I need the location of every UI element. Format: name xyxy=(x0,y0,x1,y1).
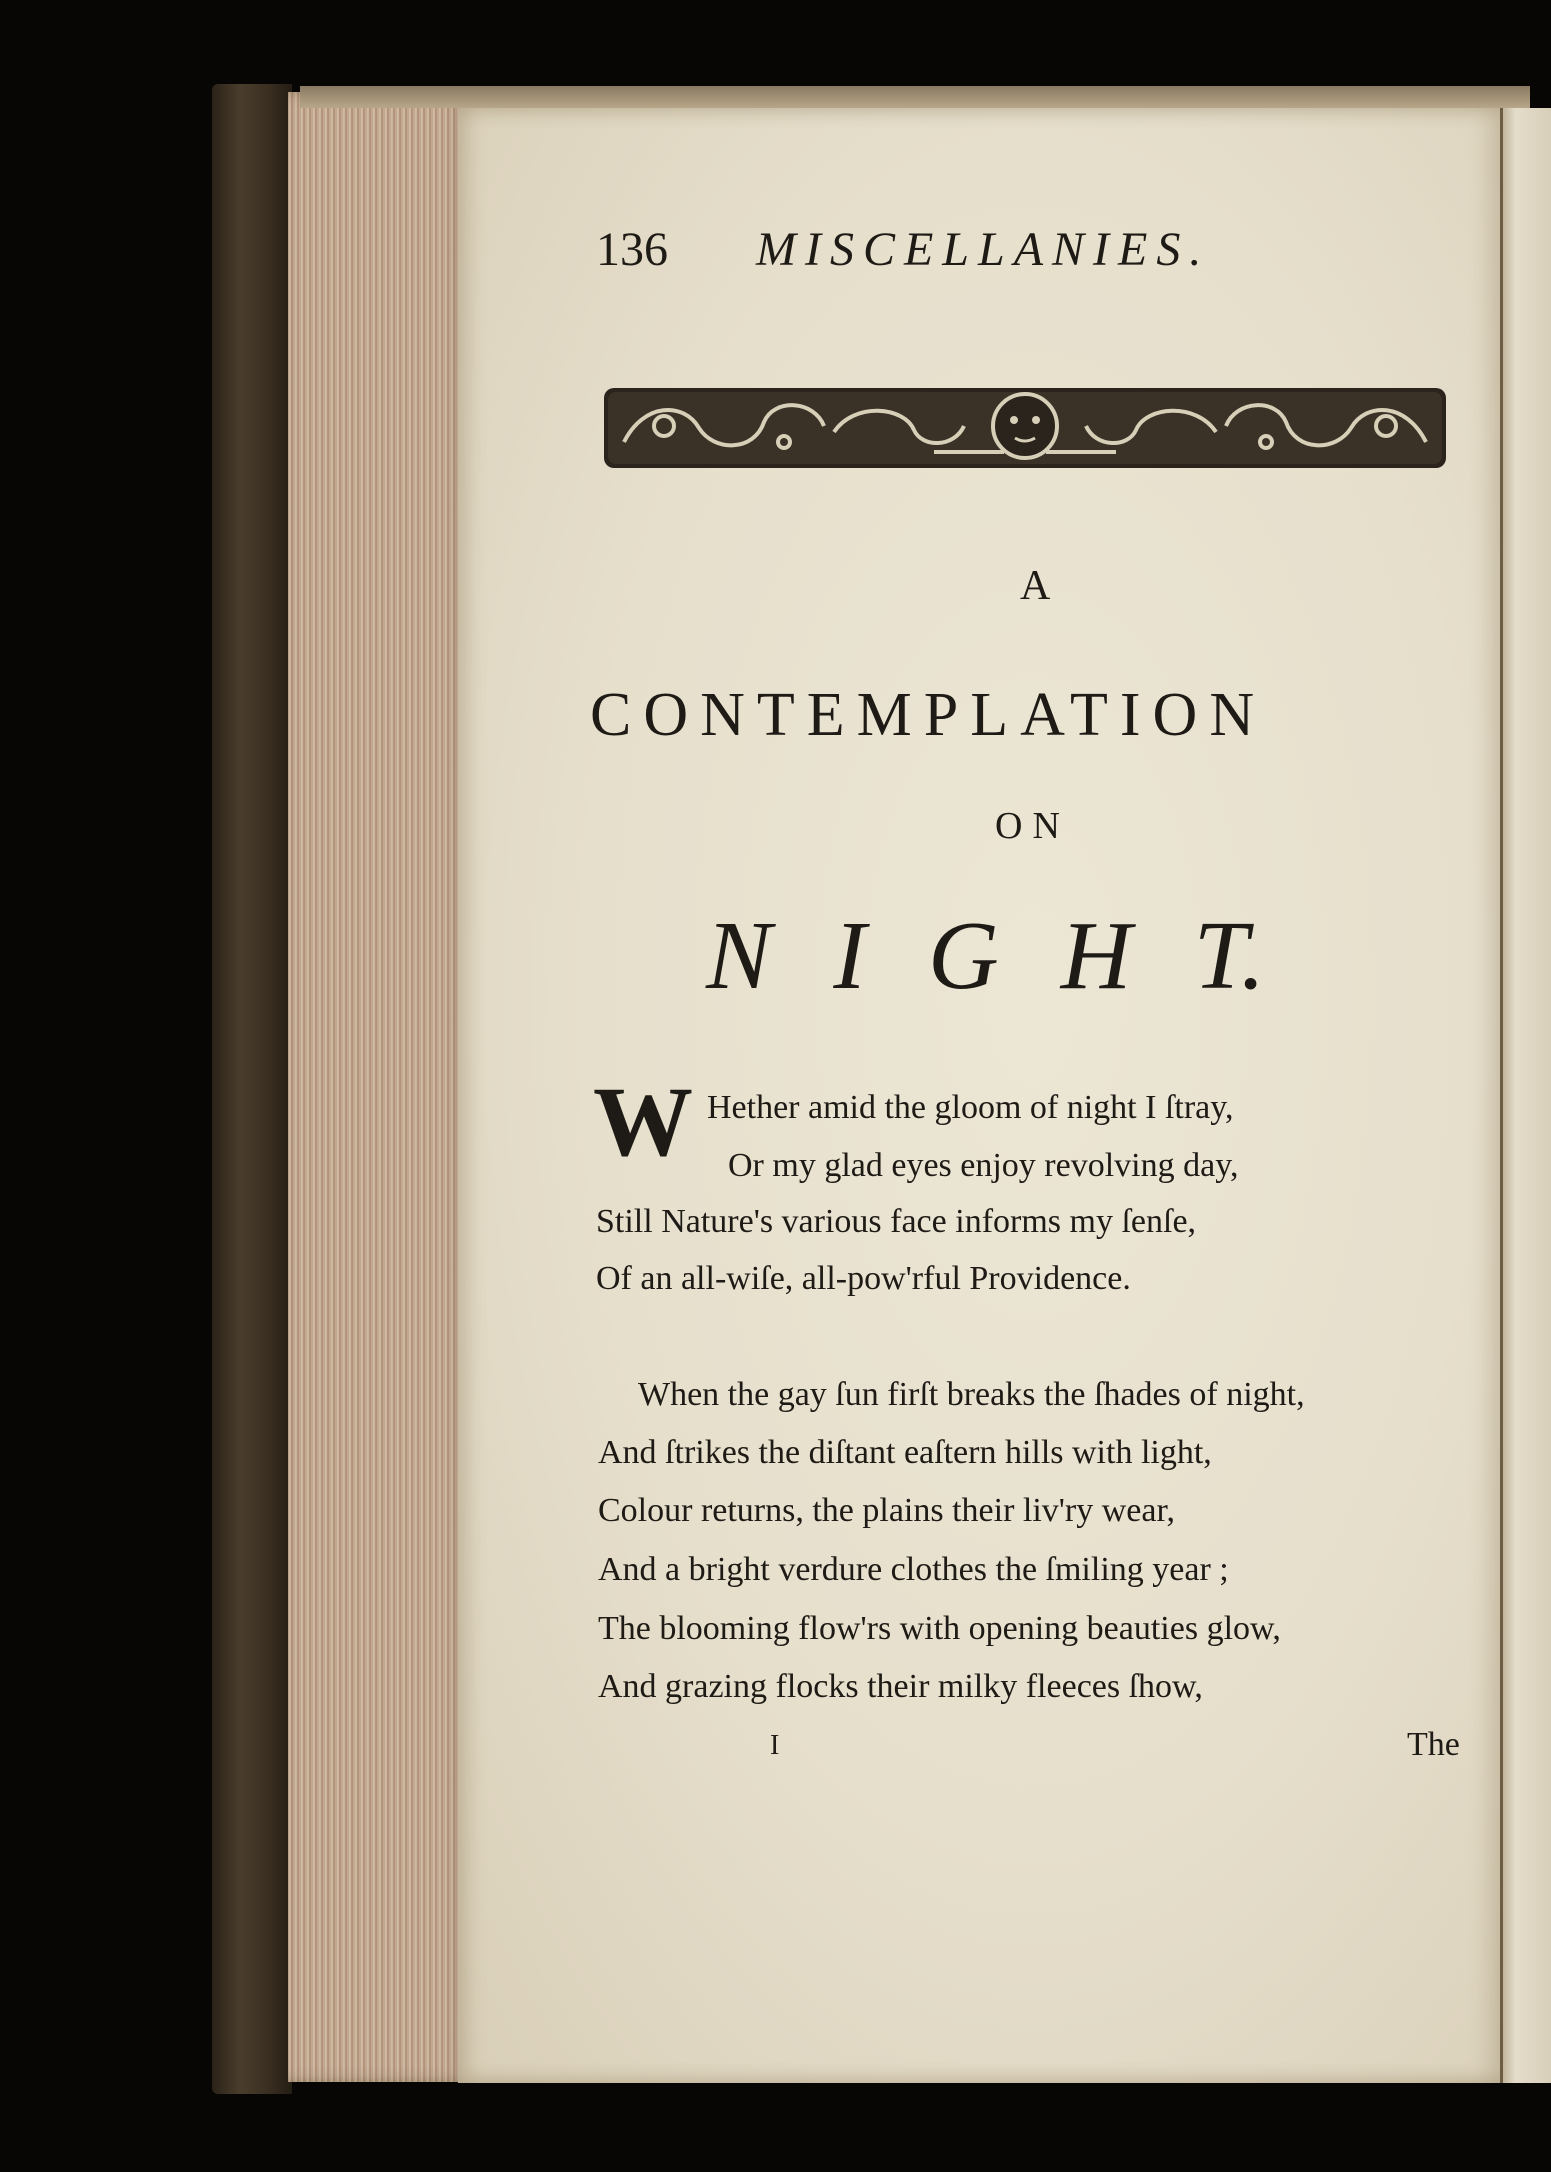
poem-line: And a bright verdure clothes the ſmiling year ; xyxy=(598,1551,1229,1588)
signature-mark: I xyxy=(770,1730,780,1761)
title-preposition: ON xyxy=(995,805,1070,847)
poem-line: And ſtrikes the diſtant eaſtern hills with light, xyxy=(598,1434,1212,1471)
title-night xyxy=(706,900,1265,1012)
title-main: CONTEMPLATION xyxy=(590,681,1267,749)
poem-line: The blooming flow'rs with opening beauties glow, xyxy=(598,1610,1281,1647)
title-article: A xyxy=(1020,563,1051,609)
poem-line: Of an all-wiſe, all-pow'rful Providence. xyxy=(596,1260,1131,1297)
page-edges xyxy=(288,92,468,2082)
poem-line: And grazing flocks their milky fleeces ſhow, xyxy=(598,1668,1203,1705)
page-number: 136 xyxy=(596,223,668,276)
poem-line: Colour returns, the plains their liv'ry wear, xyxy=(598,1492,1175,1529)
running-title: MISCELLANIES. xyxy=(756,223,1211,276)
poem-line: Still Nature's various face informs my ſenſe, xyxy=(596,1203,1197,1240)
book-spine xyxy=(212,84,292,2094)
poem-line: Hether amid the gloom of night I ſtray, xyxy=(707,1089,1234,1126)
title-letter: H xyxy=(1060,902,1132,1010)
poem-line: When the gay ſun firſt breaks the ſhades of night, xyxy=(638,1376,1305,1413)
poem-line: Or my glad eyes enjoy revolving day, xyxy=(728,1147,1239,1184)
page-top-edges xyxy=(300,86,1530,108)
title-letter: T. xyxy=(1193,902,1266,1010)
facing-page-edge xyxy=(1500,108,1551,2083)
title-letter: I xyxy=(833,902,867,1010)
drop-cap: W xyxy=(593,1066,693,1177)
title-letter: G xyxy=(928,902,999,1010)
catchword: The xyxy=(1407,1726,1460,1763)
title-letter: N xyxy=(706,902,772,1010)
decorative-headpiece-ornament-icon xyxy=(604,382,1446,474)
gutter-line xyxy=(1500,108,1503,2083)
